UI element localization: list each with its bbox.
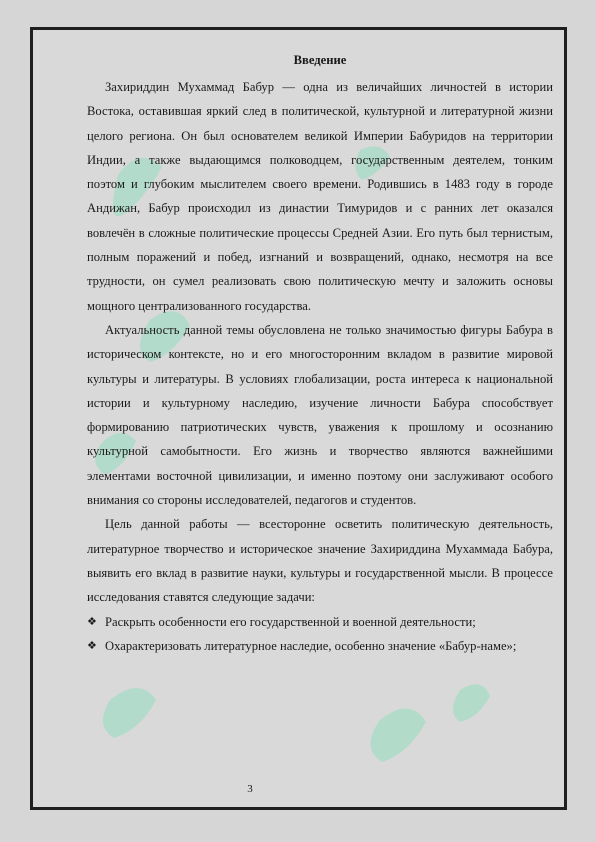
paragraph-intro: Захириддин Мухаммад Бабур — одна из величайших личностей в истории Востока, оставившая яркий след в политической, культурной и литературной жизни целого региона. Он был основателем великой Империи Бабуридов на территории Индии, а также выдающимся полководцем, государственным деятелем, тонким поэтом и глубоким мыслителем своего времени. Родившись в 1483 году в городе Андижан, Бабур происходил из династии Тимуридов и с ранних лет оказался вовлечён в сложные политические процессы Средней Азии. Его путь был тернистым, полным поражений и побед, изгнаний и возвращений, однако, несмотря на все трудности, он сумел реализовать свою политическую мечту и заложить основы мощного централизованного государства. [87, 80, 553, 313]
task-text: Раскрыть особенности его государственной и военной деятельности; [105, 614, 476, 629]
task-list-item [87, 610, 553, 634]
diamond-bullet-icon: ❖ [87, 615, 97, 628]
diamond-bullet-icon: ❖ [87, 639, 97, 652]
document-body [87, 51, 553, 658]
paragraph-goal: Цель данной работы — всесторонне осветить политическую деятельность, литературное творчество и историческое значение Захириддина Мухаммада Бабура, выявить его вклад в развитие науки, культуры и государственной мысли. В процессе исследования ставятся следующие задачи: [87, 517, 553, 605]
paragraph-relevance: Актуальность данной темы обусловлена не только значимостью фигуры Бабура в историческом контексте, но и его многосторонним вкладом в развитие мировой культуры и литературы. В условиях глобализации, роста интереса к национальной истории и культурному наследию, изучение личности Бабура способствует формированию патриотических чувств, уважения к прошлому и осознанию культурной самобытности. Его жизнь и творчество являются важнейшими элементами восточной цивилизации, и именно поэтому они заслуживают особого внимания со стороны исследователей, педагогов и студентов. [87, 322, 553, 508]
section-title: Введение [293, 53, 347, 67]
task-text: Охарактеризовать литературное наследие, особенно значение «Бабур-наме»; [105, 638, 517, 653]
page-number: 3 [247, 783, 253, 795]
task-list-item [87, 634, 553, 658]
